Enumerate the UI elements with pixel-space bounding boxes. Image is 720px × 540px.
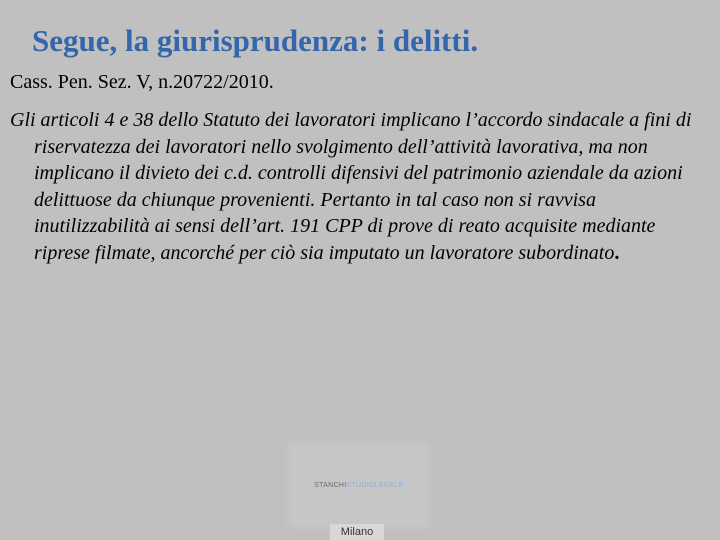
ruling-summary	[10, 107, 700, 266]
ruling-summary-text: Gli articoli 4 e 38 dello Statuto dei lavoratori implicano l’accordo sindacale a fini di riservatezza dei lavoratori nello svolgimento dell’attività lavorativa, ma non implicano il divieto dei c.d. controlli difensivi del patrimonio aziendale da azioni delittuose da chiunque provenienti. Pertanto in tal caso non si ravvisa inutilizzabilità ai sensi dell’art. 191 CPP di prove di reato acquisite mediante riprese filmate, ancorché per ciò sia imputato un lavoratore subordinato	[10, 109, 692, 264]
law-firm-logo-text	[292, 482, 426, 489]
logo-name-part2: STUDIOLEGALE	[346, 482, 404, 489]
ruling-summary-period: .	[614, 241, 620, 264]
law-firm-logo	[292, 446, 426, 524]
slide-title: Segue, la giurisprudenza: i delitti.	[32, 23, 479, 58]
logo-name-part1: STANCHI	[314, 482, 347, 489]
case-citation: Cass. Pen. Sez. V, n.20722/2010.	[10, 71, 274, 93]
logo-city-text: Milano	[340, 526, 374, 538]
logo-city-label	[330, 524, 384, 540]
